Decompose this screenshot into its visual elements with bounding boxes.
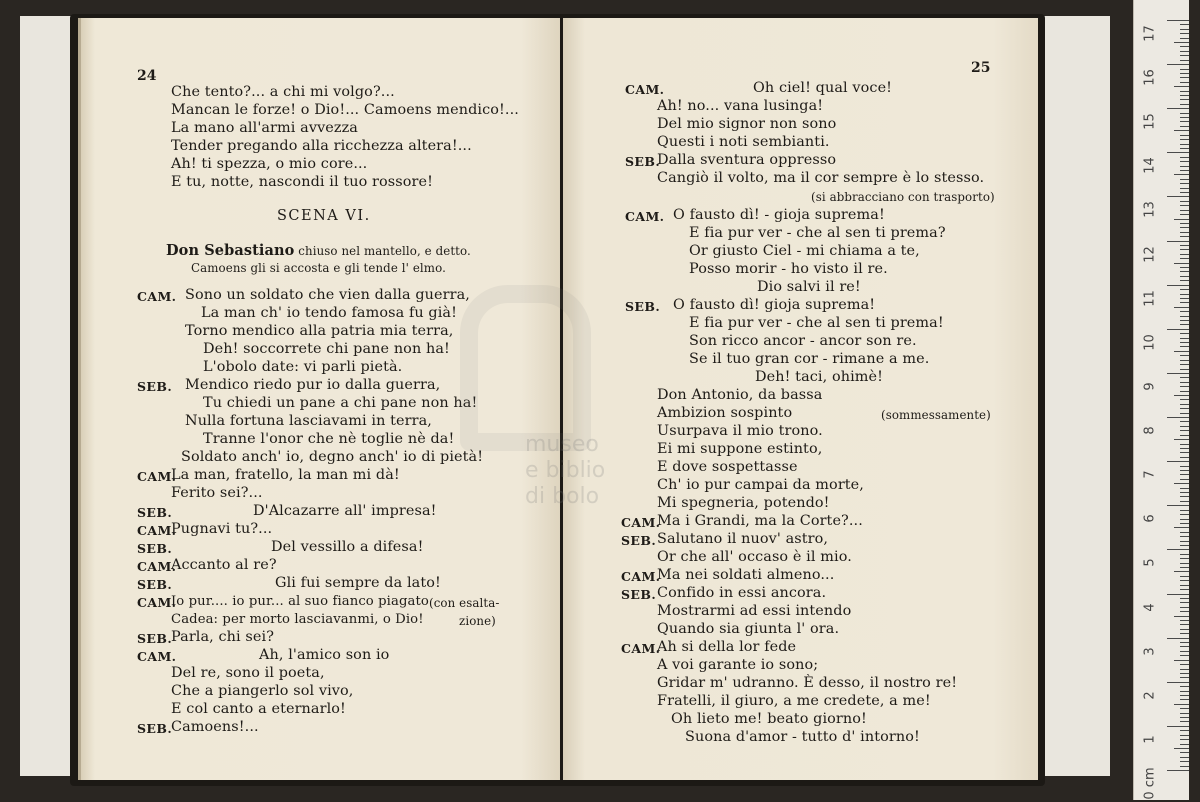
ruler-tick bbox=[1180, 699, 1189, 700]
speaker-tag: CAM. bbox=[621, 641, 661, 656]
dialogue-line: Tranne l'onor che nè toglie nè da! bbox=[203, 431, 455, 447]
ruler-tick bbox=[1180, 421, 1189, 422]
ruler-tick bbox=[1167, 549, 1189, 550]
ruler-tick bbox=[1174, 263, 1189, 264]
speaker-tag: SEB. bbox=[625, 299, 661, 314]
dialogue-line: Gridar m' udranno. È desso, il nostro re! bbox=[657, 675, 958, 691]
ruler-tick bbox=[1180, 585, 1189, 586]
ruler-number: 8 bbox=[1142, 426, 1158, 435]
dialogue-line: Ch' io pur campai da morte, bbox=[657, 477, 864, 493]
ruler-tick bbox=[1174, 395, 1189, 396]
verse-line: Mancan le forze! o Dio!... Camoens mendico!... bbox=[171, 102, 519, 118]
ruler-tick bbox=[1180, 205, 1189, 206]
ruler-tick bbox=[1180, 188, 1189, 189]
ruler-tick bbox=[1174, 704, 1189, 705]
ruler-tick bbox=[1180, 338, 1189, 339]
ruler-tick bbox=[1180, 161, 1189, 162]
dialogue-line: Salutano il nuov' astro, bbox=[657, 531, 829, 547]
verse-line: Ah! ti spezza, o mio core... bbox=[171, 156, 368, 172]
watermark-text: e biblio bbox=[525, 458, 606, 483]
dialogue-line: Or che all' occaso è il mio. bbox=[657, 549, 852, 565]
page-number-right: 25 bbox=[971, 60, 991, 76]
ruler-tick bbox=[1180, 73, 1189, 74]
speaker-tag: SEB. bbox=[137, 541, 173, 556]
ruler-tick bbox=[1174, 660, 1189, 661]
ruler-tick bbox=[1180, 82, 1189, 83]
ruler-tick bbox=[1180, 744, 1189, 745]
ruler-tick bbox=[1180, 148, 1189, 149]
ruler-tick bbox=[1174, 748, 1189, 749]
margin-note: (con esalta- bbox=[429, 596, 500, 610]
dialogue-line: Ah si della lor fede bbox=[657, 639, 797, 655]
speaker-tag: CAM. bbox=[137, 469, 177, 484]
ruler-tick bbox=[1167, 152, 1189, 153]
ruler-tick bbox=[1180, 589, 1189, 590]
ruler-tick bbox=[1180, 117, 1189, 118]
ruler-tick bbox=[1180, 488, 1189, 489]
ruler-number: 1 bbox=[1142, 735, 1158, 744]
ruler-tick bbox=[1174, 307, 1189, 308]
ruler-tick bbox=[1174, 483, 1189, 484]
ruler-tick bbox=[1180, 408, 1189, 409]
dialogue-line: Oh ciel! qual voce! bbox=[753, 80, 893, 96]
ruler-tick bbox=[1180, 677, 1189, 678]
character-name: Don Sebastiano bbox=[166, 242, 295, 259]
dialogue-line: Confido in essi ancora. bbox=[657, 585, 827, 601]
speaker-tag: SEB. bbox=[621, 587, 657, 602]
ruler-tick bbox=[1180, 99, 1189, 100]
dialogue-line: L'obolo date: vi parli pietà. bbox=[203, 359, 403, 375]
ruler-tick bbox=[1180, 721, 1189, 722]
ruler-tick bbox=[1180, 51, 1189, 52]
dialogue-line: E col canto a eternarlo! bbox=[171, 701, 346, 717]
ruler-tick bbox=[1180, 126, 1189, 127]
ruler-tick bbox=[1180, 236, 1189, 237]
speaker-tag: SEB. bbox=[137, 631, 173, 646]
speaker-tag: SEB. bbox=[137, 505, 173, 520]
speaker-tag: CAM. bbox=[137, 595, 177, 610]
ruler-tick bbox=[1180, 258, 1189, 259]
ruler-tick bbox=[1180, 514, 1189, 515]
speaker-tag: CAM. bbox=[137, 649, 177, 664]
ruler-tick bbox=[1174, 616, 1189, 617]
ruler-tick bbox=[1167, 373, 1189, 374]
dialogue-line: E dove sospettasse bbox=[657, 459, 798, 475]
ruler-tick bbox=[1180, 633, 1189, 634]
ruler-tick bbox=[1180, 479, 1189, 480]
stage-direction-text: chiuso nel mantello, e detto. bbox=[294, 244, 471, 258]
ruler-tick bbox=[1180, 651, 1189, 652]
dialogue-line: Son ricco ancor - ancor son re. bbox=[689, 333, 917, 349]
dialogue-line: Don Antonio, da bassa bbox=[657, 387, 823, 403]
dialogue-line: O fausto dì! - gioja suprema! bbox=[673, 207, 885, 223]
ruler-tick bbox=[1180, 695, 1189, 696]
ruler-tick bbox=[1180, 214, 1189, 215]
speaker-tag: CAM. bbox=[137, 523, 177, 538]
ruler-tick bbox=[1180, 135, 1189, 136]
ruler-tick bbox=[1180, 646, 1189, 647]
dialogue-line: Mendico riedo pur io dalla guerra, bbox=[185, 377, 441, 393]
ruler-tick bbox=[1167, 594, 1189, 595]
ruler-tick bbox=[1180, 708, 1189, 709]
ruler-number: 16 bbox=[1142, 69, 1158, 86]
speaker-tag: CAM. bbox=[621, 569, 661, 584]
ruler-tick bbox=[1180, 501, 1189, 502]
ruler-tick bbox=[1180, 413, 1189, 414]
ruler-tick bbox=[1180, 302, 1189, 303]
dialogue-line: Deh! taci, ohimè! bbox=[755, 369, 884, 385]
ruler-number: 13 bbox=[1142, 201, 1158, 219]
ruler-tick bbox=[1180, 280, 1189, 281]
ruler-tick bbox=[1180, 298, 1189, 299]
dialogue-line: Ei mi suppone estinto, bbox=[657, 441, 823, 457]
ruler-tick bbox=[1180, 739, 1189, 740]
ruler-tick bbox=[1174, 527, 1189, 528]
ruler-number: 0 cm bbox=[1142, 767, 1158, 800]
dialogue-line: Fratelli, il giuro, a me credete, a me! bbox=[657, 693, 931, 709]
ruler-tick bbox=[1180, 29, 1189, 30]
ruler-tick bbox=[1180, 717, 1189, 718]
dialogue-line: Usurpava il mio trono. bbox=[657, 423, 823, 439]
ruler-tick bbox=[1180, 655, 1189, 656]
ruler-tick bbox=[1180, 95, 1189, 96]
ruler-tick bbox=[1180, 691, 1189, 692]
page-number-left: 24 bbox=[137, 68, 157, 84]
ruler-tick bbox=[1180, 519, 1189, 520]
dialogue-line: Ma i Grandi, ma la Corte?... bbox=[657, 513, 863, 529]
dialogue-line: Se il tuo gran cor - rimane a me. bbox=[689, 351, 930, 367]
ruler-number: 15 bbox=[1142, 113, 1158, 131]
ruler-number: 2 bbox=[1142, 691, 1158, 700]
ruler-tick bbox=[1167, 196, 1189, 197]
ruler-tick bbox=[1180, 46, 1189, 47]
measuring-ruler bbox=[1133, 0, 1189, 800]
ruler-tick bbox=[1180, 369, 1189, 370]
ruler-tick bbox=[1180, 766, 1189, 767]
ruler-number: 6 bbox=[1142, 514, 1158, 523]
verse-line: E tu, notte, nascondi il tuo rossore! bbox=[171, 174, 433, 190]
ruler-tick bbox=[1180, 311, 1189, 312]
ruler-tick bbox=[1180, 435, 1189, 436]
speaker-tag: SEB. bbox=[625, 154, 661, 169]
ruler-tick bbox=[1180, 91, 1189, 92]
ruler-tick bbox=[1167, 20, 1189, 21]
speaker-tag: SEB. bbox=[137, 577, 173, 592]
dialogue-line: Mi spegneria, potendo! bbox=[657, 495, 830, 511]
ruler-tick bbox=[1180, 761, 1189, 762]
watermark-text: di bolo bbox=[525, 484, 600, 509]
ruler-tick bbox=[1180, 611, 1189, 612]
ruler-tick bbox=[1180, 69, 1189, 70]
dialogue-line: Dalla sventura oppresso bbox=[657, 152, 837, 168]
dialogue-line: Mostrarmi ad essi intendo bbox=[657, 603, 852, 619]
ruler-tick bbox=[1180, 664, 1189, 665]
ruler-tick bbox=[1174, 86, 1189, 87]
ruler-tick bbox=[1180, 448, 1189, 449]
ruler-tick bbox=[1180, 713, 1189, 714]
ruler-tick bbox=[1180, 457, 1189, 458]
ruler-tick bbox=[1180, 757, 1189, 758]
ruler-number: 10 bbox=[1142, 334, 1158, 351]
dialogue-line: Or giusto Ciel - mi chiama a te, bbox=[689, 243, 920, 259]
verse-line: Che tento?... a chi mi volgo?... bbox=[171, 84, 395, 100]
dialogue-line: Torno mendico alla patria mia terra, bbox=[185, 323, 454, 339]
ruler-tick bbox=[1180, 232, 1189, 233]
ruler-tick bbox=[1180, 346, 1189, 347]
dialogue-line: Ma nei soldati almeno... bbox=[657, 567, 835, 583]
ruler-tick bbox=[1180, 452, 1189, 453]
ruler-tick bbox=[1180, 607, 1189, 608]
ruler-number: 3 bbox=[1142, 647, 1158, 656]
dialogue-line: Cangiò il volto, ma il cor sempre è lo stesso. bbox=[657, 170, 985, 186]
ruler-tick bbox=[1180, 170, 1189, 171]
ruler-tick bbox=[1180, 360, 1189, 361]
ruler-number: 11 bbox=[1142, 289, 1158, 307]
speaker-tag: CAM. bbox=[137, 559, 177, 574]
ruler-tick bbox=[1180, 289, 1189, 290]
stage-direction bbox=[166, 242, 471, 260]
ruler-tick bbox=[1180, 426, 1189, 427]
ruler-tick bbox=[1167, 770, 1189, 771]
ruler-tick bbox=[1180, 254, 1189, 255]
ruler-tick bbox=[1180, 536, 1189, 537]
ruler-tick bbox=[1180, 624, 1189, 625]
ruler-tick bbox=[1180, 470, 1189, 471]
ruler-tick bbox=[1180, 249, 1189, 250]
ruler-tick bbox=[1180, 669, 1189, 670]
ruler-tick bbox=[1180, 523, 1189, 524]
dialogue-line: D'Alcazarre all' impresa! bbox=[253, 503, 437, 519]
watermark-logo bbox=[460, 285, 591, 451]
ruler-tick bbox=[1174, 219, 1189, 220]
speaker-tag: CAM. bbox=[625, 209, 665, 224]
ruler-tick bbox=[1180, 554, 1189, 555]
ruler-tick bbox=[1180, 377, 1189, 378]
dialogue-line: Ah, l'amico son io bbox=[259, 647, 390, 663]
ruler-tick bbox=[1180, 104, 1189, 105]
dialogue-line: Tu chiedi un pane a chi pane non ha! bbox=[203, 395, 478, 411]
ruler-tick bbox=[1180, 567, 1189, 568]
ruler-tick bbox=[1180, 179, 1189, 180]
dialogue-line: Parla, chi sei? bbox=[171, 629, 275, 645]
ruler-tick bbox=[1180, 386, 1189, 387]
stage-direction: (si abbracciano con trasporto) bbox=[811, 190, 995, 204]
ruler-tick bbox=[1180, 320, 1189, 321]
ruler-tick bbox=[1180, 24, 1189, 25]
ruler-tick bbox=[1180, 210, 1189, 211]
dialogue-line: Oh lieto me! beato giorno! bbox=[671, 711, 867, 727]
ruler-tick bbox=[1167, 241, 1189, 242]
ruler-tick bbox=[1180, 38, 1189, 39]
speaker-tag: SEB. bbox=[137, 721, 173, 736]
ruler-tick bbox=[1180, 444, 1189, 445]
dialogue-line: Questi i noti sembianti. bbox=[657, 134, 830, 150]
dialogue-line: Che a piangerlo sol vivo, bbox=[171, 683, 354, 699]
ruler-tick bbox=[1174, 42, 1189, 43]
dialogue-line: Nulla fortuna lasciavami in terra, bbox=[185, 413, 432, 429]
verse-line: La mano all'armi avvezza bbox=[171, 120, 358, 136]
dialogue-line: Del mio signor non sono bbox=[657, 116, 837, 132]
ruler-tick bbox=[1180, 466, 1189, 467]
stage-direction: (sommessamente) bbox=[881, 408, 991, 422]
ruler-tick bbox=[1180, 77, 1189, 78]
ruler-tick bbox=[1180, 404, 1189, 405]
dialogue-line: Pugnavi tu?... bbox=[171, 521, 273, 537]
ruler-number: 12 bbox=[1142, 245, 1158, 263]
dialogue-line: Posso morir - ho visto il re. bbox=[689, 261, 888, 277]
ruler-tick bbox=[1180, 730, 1189, 731]
scene-title: SCENA VI. bbox=[277, 208, 371, 224]
dialogue-line: Soldato anch' io, degno anch' io di pietà! bbox=[181, 449, 484, 465]
ruler-tick bbox=[1167, 726, 1189, 727]
dialogue-line: Io pur.... io pur... al suo fianco piagato bbox=[171, 594, 429, 609]
ruler-tick bbox=[1180, 735, 1189, 736]
dialogue-line: Ambizion sospinto bbox=[657, 405, 793, 421]
ruler-tick bbox=[1167, 461, 1189, 462]
dialogue-line: Accanto al re? bbox=[171, 557, 277, 573]
dialogue-line: Suona d'amor - tutto d' intorno! bbox=[685, 729, 920, 745]
ruler-tick bbox=[1174, 571, 1189, 572]
ruler-tick bbox=[1167, 285, 1189, 286]
ruler-number: 17 bbox=[1142, 25, 1158, 42]
ruler-tick bbox=[1167, 329, 1189, 330]
ruler-tick bbox=[1180, 324, 1189, 325]
ruler-tick bbox=[1174, 174, 1189, 175]
ruler-tick bbox=[1180, 113, 1189, 114]
ruler-tick bbox=[1167, 417, 1189, 418]
ruler-tick bbox=[1180, 271, 1189, 272]
ruler-tick bbox=[1174, 439, 1189, 440]
stage-direction-line2: Camoens gli si accosta e gli tende l' elmo. bbox=[191, 261, 446, 275]
ruler-tick bbox=[1180, 355, 1189, 356]
speaker-tag: CAM. bbox=[621, 515, 661, 530]
dialogue-line: La man, fratello, la man mi dà! bbox=[171, 467, 400, 483]
ruler-tick bbox=[1174, 130, 1189, 131]
ruler-tick bbox=[1180, 673, 1189, 674]
ruler-tick bbox=[1180, 545, 1189, 546]
ruler-tick bbox=[1167, 682, 1189, 683]
ruler-tick bbox=[1180, 121, 1189, 122]
ruler-tick bbox=[1180, 166, 1189, 167]
ruler-number: 9 bbox=[1142, 382, 1158, 391]
speaker-tag: CAM. bbox=[625, 82, 665, 97]
ruler-tick bbox=[1180, 382, 1189, 383]
ruler-tick bbox=[1180, 157, 1189, 158]
ruler-tick bbox=[1180, 752, 1189, 753]
margin-note: zione) bbox=[459, 614, 496, 628]
ruler-tick bbox=[1180, 642, 1189, 643]
ruler-number: 14 bbox=[1142, 157, 1158, 175]
dialogue-line: Dio salvi il re! bbox=[757, 279, 861, 295]
dialogue-line: Sono un soldato che vien dalla guerra, bbox=[185, 287, 470, 303]
verse-line: Tender pregando alla ricchezza altera!... bbox=[171, 138, 472, 154]
ruler-tick bbox=[1167, 638, 1189, 639]
right-page bbox=[563, 18, 1038, 780]
ruler-tick bbox=[1180, 492, 1189, 493]
ruler-tick bbox=[1180, 598, 1189, 599]
ruler-tick bbox=[1180, 227, 1189, 228]
dialogue-line: Del re, sono il poeta, bbox=[171, 665, 325, 681]
ruler-tick bbox=[1180, 144, 1189, 145]
ruler-tick bbox=[1180, 223, 1189, 224]
dialogue-line: La man ch' io tendo famosa fu già! bbox=[201, 305, 457, 321]
ruler-tick bbox=[1180, 474, 1189, 475]
ruler-tick bbox=[1180, 201, 1189, 202]
ruler-tick bbox=[1180, 510, 1189, 511]
ruler-tick bbox=[1180, 541, 1189, 542]
ruler-tick bbox=[1180, 183, 1189, 184]
ruler-tick bbox=[1180, 686, 1189, 687]
ruler-tick bbox=[1180, 342, 1189, 343]
ruler-tick bbox=[1180, 558, 1189, 559]
dialogue-line: Ah! no... vana lusinga! bbox=[657, 98, 824, 114]
ruler-tick bbox=[1167, 505, 1189, 506]
ruler-tick bbox=[1180, 496, 1189, 497]
dialogue-line: E fia pur ver - che al sen ti prema! bbox=[689, 315, 944, 331]
ruler-tick bbox=[1180, 55, 1189, 56]
ruler-tick bbox=[1180, 316, 1189, 317]
watermark-text: museo bbox=[525, 432, 599, 457]
ruler-tick bbox=[1180, 580, 1189, 581]
dialogue-line: Camoens!... bbox=[171, 719, 259, 735]
ruler-tick bbox=[1180, 294, 1189, 295]
ruler-tick bbox=[1180, 399, 1189, 400]
ruler-tick bbox=[1180, 364, 1189, 365]
ruler-tick bbox=[1180, 576, 1189, 577]
dialogue-line: Cadea: per morto lasciavanmi, o Dio! bbox=[171, 612, 424, 627]
ruler-tick bbox=[1180, 391, 1189, 392]
speaker-tag: SEB. bbox=[621, 533, 657, 548]
ruler-tick bbox=[1180, 245, 1189, 246]
ruler-tick bbox=[1180, 333, 1189, 334]
speaker-tag: CAM. bbox=[137, 289, 177, 304]
dialogue-line: Ferito sei?... bbox=[171, 485, 263, 501]
dialogue-line: E fia pur ver - che al sen ti prema? bbox=[689, 225, 946, 241]
ruler-tick bbox=[1180, 629, 1189, 630]
dialogue-line: A voi garante io sono; bbox=[657, 657, 819, 673]
ruler-tick bbox=[1180, 276, 1189, 277]
ruler-tick bbox=[1180, 620, 1189, 621]
ruler-tick bbox=[1180, 267, 1189, 268]
ruler-tick bbox=[1174, 351, 1189, 352]
dialogue-line: O fausto dì! gioja suprema! bbox=[673, 297, 876, 313]
dialogue-line: Del vessillo a difesa! bbox=[271, 539, 424, 555]
ruler-tick bbox=[1167, 64, 1189, 65]
dialogue-line: Quando sia giunta l' ora. bbox=[657, 621, 840, 637]
ruler-tick bbox=[1180, 60, 1189, 61]
ruler-number: 5 bbox=[1142, 558, 1158, 568]
ruler-tick bbox=[1180, 192, 1189, 193]
ruler-tick bbox=[1167, 108, 1189, 109]
speaker-tag: SEB. bbox=[137, 379, 173, 394]
ruler-number: 4 bbox=[1142, 602, 1158, 612]
ruler-tick bbox=[1180, 532, 1189, 533]
ruler-number: 7 bbox=[1142, 470, 1158, 479]
dialogue-line: Gli fui sempre da lato! bbox=[275, 575, 441, 591]
ruler-tick bbox=[1180, 430, 1189, 431]
dialogue-line: Deh! soccorrete chi pane non ha! bbox=[203, 341, 450, 357]
ruler-tick bbox=[1180, 33, 1189, 34]
ruler-tick bbox=[1180, 602, 1189, 603]
ruler-tick bbox=[1180, 563, 1189, 564]
ruler-tick bbox=[1180, 139, 1189, 140]
